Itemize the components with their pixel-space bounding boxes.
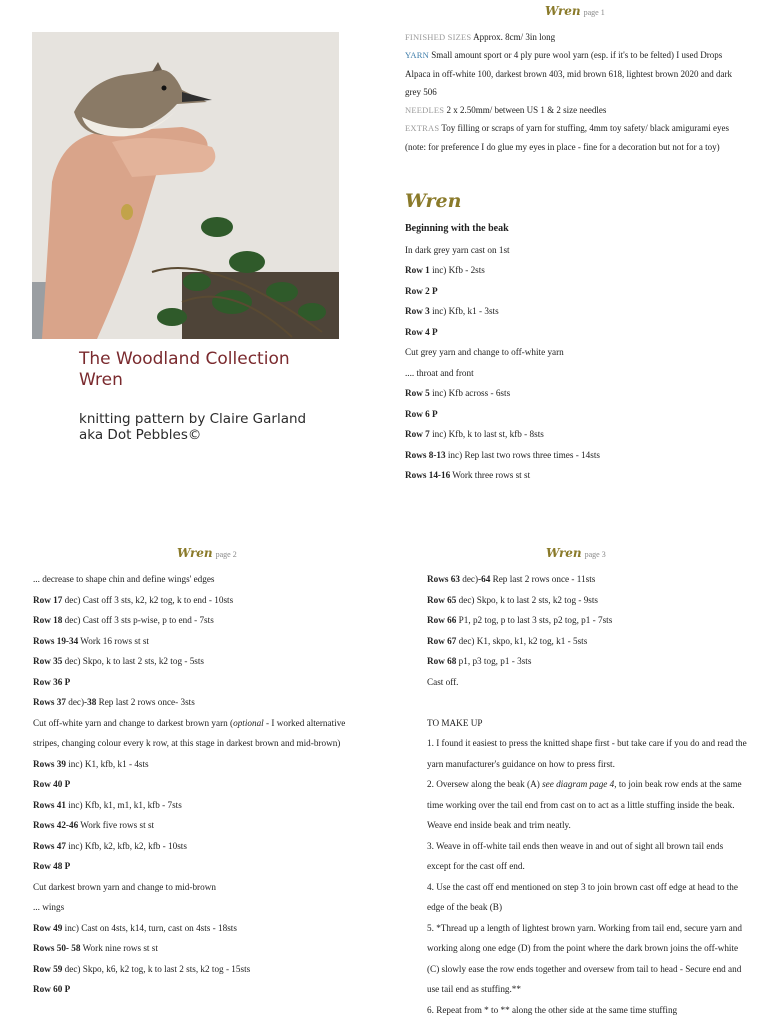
instruction-line xyxy=(405,363,745,384)
page-number: page 2 xyxy=(215,550,237,559)
row-text: inc) Kfb across - 6sts xyxy=(429,388,511,398)
row-label: Rows 37 xyxy=(33,697,66,707)
row-text: inc) Kfb, k2, kfb, k2, kfb - 10sts xyxy=(65,840,187,851)
row-text: ... decrease to shape chin and define wings' edges xyxy=(33,574,215,584)
row-text: dec) xyxy=(459,574,479,584)
row-label: Row 60 P xyxy=(33,984,71,994)
row-text: Work five rows st st xyxy=(78,820,155,830)
row-label: Rows 8-13 xyxy=(405,449,446,460)
instruction-line xyxy=(33,856,373,877)
instruction-line xyxy=(405,301,745,322)
page-header-wren: Wren xyxy=(546,546,582,560)
instruction-line xyxy=(405,445,745,466)
row-label: Row 65 xyxy=(427,594,457,605)
row-label: Rows 47 xyxy=(33,840,66,851)
row-text: inc) Cast on 4sts, k14, turn, cast on 4sts - 18sts xyxy=(62,922,237,933)
row-text: p1, p3 tog, p1 - 3sts xyxy=(456,656,532,666)
step-1: 1. I found it easiest to press the knitted shape first - but take care if you do and read the yarn manufacturer's guidance on how to press first. xyxy=(427,738,747,769)
step-5: 5. *Thread up a length of lightest brown yarn. Working from tail end, secure yarn and working along one edge (D) from the point where the dark brown joins the off-white (C) slowly ease the row ends together and oversew from tail to head - Secure end and use tail end as stuffing.** xyxy=(427,922,742,994)
row-text: Rep last 2 rows once - 11sts xyxy=(490,574,596,584)
instruction-line xyxy=(33,774,373,795)
extras xyxy=(405,119,740,156)
instruction-line xyxy=(405,342,745,363)
instruction-line xyxy=(33,959,373,980)
page2-instructions xyxy=(33,569,373,1000)
row-text: P1, p2 tog, p to last 3 sts, p2 tog, p1 - 7sts xyxy=(456,615,613,625)
row-label: Row 35 xyxy=(33,656,63,666)
instruction-line xyxy=(405,424,745,445)
row-text: dec) Skpo, k to last 2 sts, k2 tog - 9sts xyxy=(456,594,598,605)
author-line: knitting pattern by Claire Garland xyxy=(79,411,307,427)
instruction-line xyxy=(427,672,747,693)
instruction-line xyxy=(33,897,373,918)
step-emphasis: see diagram page 4 xyxy=(542,779,615,789)
page-number: page 3 xyxy=(584,550,606,559)
page3-instructions xyxy=(427,569,747,1020)
row-label: Row 36 P xyxy=(33,676,71,687)
page-number: page 1 xyxy=(583,8,605,17)
step-2 xyxy=(427,774,747,836)
instruction-line xyxy=(405,281,745,302)
row-text: .... throat and front xyxy=(405,367,474,378)
beak-instructions xyxy=(405,219,745,486)
instruction-line xyxy=(405,240,745,261)
row-label: Rows 50- 58 xyxy=(33,943,81,953)
row-text: dec) xyxy=(65,697,85,707)
step-6: 6. Repeat from * to ** along the other side at the same time stuffing xyxy=(427,1004,678,1015)
cut-yarn-note xyxy=(33,713,373,754)
instruction-line xyxy=(427,631,747,652)
page-header-1 xyxy=(545,4,605,18)
row-text: dec) Skpo, k6, k2 tog, k to last 2 sts, k2 tog - 15sts xyxy=(62,963,251,974)
page-header-wren: Wren xyxy=(545,4,581,18)
instruction-line xyxy=(405,322,745,343)
instruction-line xyxy=(33,795,373,816)
instruction-line xyxy=(405,260,745,281)
needles-text: 2 x 2.50mm/ between US 1 & 2 size needles xyxy=(446,105,607,116)
yarn-label: YARN xyxy=(405,50,429,61)
row-label: Row 4 P xyxy=(405,326,438,337)
instruction-line xyxy=(427,569,747,590)
note-text: - I worked alternative stripes, changing colour every k row, at this stage in darkest brown and mid-brown) xyxy=(33,717,346,748)
row-text: Cut darkest brown yarn and change to mid-brown xyxy=(33,881,216,892)
finished-sizes-label: FINISHED SIZES xyxy=(405,32,472,42)
row-text: ... wings xyxy=(33,902,65,912)
row-label: Rows 63 xyxy=(427,574,460,584)
instruction-line xyxy=(33,631,373,652)
subheading-beak: Beginning with the beak xyxy=(405,223,509,234)
row-text: Rep last 2 rows once- 3sts xyxy=(96,697,195,707)
instruction-list xyxy=(33,569,373,713)
instruction-line xyxy=(33,754,373,775)
instruction-line xyxy=(33,651,373,672)
step-4: 4. Use the cast off end mentioned on step 3 to join brown cast off edge at head to the edge of the beak (B) xyxy=(427,881,738,912)
row-label: Row 18 xyxy=(33,615,63,625)
row-label: Row 5 xyxy=(405,388,430,398)
instruction-line xyxy=(33,815,373,836)
row-label: Rows 19-34 xyxy=(33,635,79,646)
row-label: -38 xyxy=(84,697,97,707)
row-label: Row 66 xyxy=(427,615,457,625)
instruction-line xyxy=(33,692,373,713)
collection-title: The Woodland Collection xyxy=(79,349,290,369)
pattern-name: Wren xyxy=(79,370,123,390)
row-text: Cast off. xyxy=(427,676,459,687)
row-label: Row 7 xyxy=(405,429,430,439)
row-label: Row 49 xyxy=(33,922,63,933)
instruction-line xyxy=(33,610,373,631)
row-text: Cut grey yarn and change to off-white yarn xyxy=(405,347,564,357)
row-text: inc) K1, kfb, k1 - 4sts xyxy=(65,758,149,769)
row-text: inc) Kfb, k to last st, kfb - 8sts xyxy=(429,429,544,439)
row-text: In dark grey yarn cast on 1st xyxy=(405,244,510,255)
instruction-line xyxy=(33,672,373,693)
instruction-line xyxy=(33,979,373,1000)
yarn-text: Small amount sport or 4 ply pure wool yarn (esp. if it's to be felted) I used Drops Alpaca in off-white 100, darkest brown 403, mid brown 618, lightest brown 2020 and dark grey 506 xyxy=(405,50,733,97)
instruction-line xyxy=(33,938,373,959)
row-label: Row 48 P xyxy=(33,861,71,871)
row-label: Row 3 xyxy=(405,306,430,316)
cover-title-block xyxy=(79,349,359,443)
row-label: Rows 41 xyxy=(33,799,66,810)
step-text: , to join beak row ends at the same time working over the tail end from cast on to act as a little stuffing inside the beak. Weave end inside beak and trim neatly. xyxy=(427,779,742,830)
instruction-list xyxy=(405,240,745,486)
finished-sizes xyxy=(405,28,740,46)
instruction-list xyxy=(427,569,747,692)
row-label: Row 1 xyxy=(405,265,430,275)
row-label: -64 xyxy=(478,574,491,584)
instruction-list xyxy=(33,754,373,1000)
instruction-line xyxy=(33,877,373,898)
yarn xyxy=(405,46,740,101)
row-text: inc) Rep last two rows three times - 14sts xyxy=(445,449,600,460)
page-header-3 xyxy=(546,546,606,560)
instruction-line xyxy=(427,651,747,672)
step-text: 2. Oversew along the beak (A) xyxy=(427,779,543,789)
row-text: inc) Kfb, k1, m1, k1, kfb - 7sts xyxy=(65,799,182,810)
finished-sizes-text: Approx. 8cm/ 3in long xyxy=(473,32,556,42)
row-text: inc) Kfb - 2sts xyxy=(429,265,485,275)
row-text: inc) Kfb, k1 - 3sts xyxy=(429,306,499,316)
spacer xyxy=(427,692,747,713)
row-text: dec) K1, skpo, k1, k2 tog, k1 - 5sts xyxy=(456,635,588,646)
note-emphasis: optional xyxy=(233,717,264,728)
row-label: Rows 39 xyxy=(33,758,66,769)
page-header-wren: Wren xyxy=(177,546,213,560)
row-text: dec) Cast off 3 sts p-wise, p to end - 7sts xyxy=(62,615,214,625)
instruction-line xyxy=(427,610,747,631)
needles xyxy=(405,101,740,119)
instruction-line xyxy=(33,918,373,939)
cover-photo xyxy=(32,32,339,339)
row-text: dec) Skpo, k to last 2 sts, k2 tog - 5sts xyxy=(62,656,204,666)
row-label: Row 59 xyxy=(33,963,63,974)
row-label: Row 17 xyxy=(33,594,63,605)
row-label: Rows 14-16 xyxy=(405,470,451,480)
row-label: Row 67 xyxy=(427,635,457,646)
extras-text: Toy filling or scraps of yarn for stuffing, 4mm toy safety/ black amigurami eyes (note: for preference I do glue my eyes in place - fine for a decoration but not for a toy) xyxy=(405,123,729,152)
instruction-line xyxy=(33,569,373,590)
row-text: Work three rows st st xyxy=(450,470,531,480)
instruction-line xyxy=(33,590,373,611)
note-text: Cut off-white yarn and change to darkest brown yarn ( xyxy=(33,717,234,728)
needles-label: NEEDLES xyxy=(405,105,445,116)
row-label: Rows 42-46 xyxy=(33,820,79,830)
step-3: 3. Weave in off-white tail ends then weave in and out of sight all brown tail ends except for the cast off end. xyxy=(427,840,724,871)
instruction-line xyxy=(405,404,745,425)
row-label: Row 40 P xyxy=(33,779,71,789)
row-label: Row 6 P xyxy=(405,408,438,419)
instruction-line xyxy=(405,383,745,404)
extras-label: EXTRAS xyxy=(405,123,440,134)
instruction-line xyxy=(427,590,747,611)
row-label: Row 2 P xyxy=(405,285,438,296)
row-label: Row 68 xyxy=(427,656,457,666)
section-heading-wren: Wren xyxy=(405,190,462,212)
to-make-up-heading: TO MAKE UP xyxy=(427,717,483,728)
row-text: Work nine rows st st xyxy=(80,943,158,953)
materials-info xyxy=(405,28,740,156)
row-text: Work 16 rows st st xyxy=(78,635,149,646)
instruction-line xyxy=(33,836,373,857)
instruction-line xyxy=(405,465,745,486)
author-alias: aka Dot Pebbles© xyxy=(79,427,202,443)
page-header-2 xyxy=(177,546,237,560)
row-text: dec) Cast off 3 sts, k2, k2 tog, k to end - 10sts xyxy=(62,594,234,605)
knitted-wren-on-hand-photo xyxy=(32,32,339,339)
